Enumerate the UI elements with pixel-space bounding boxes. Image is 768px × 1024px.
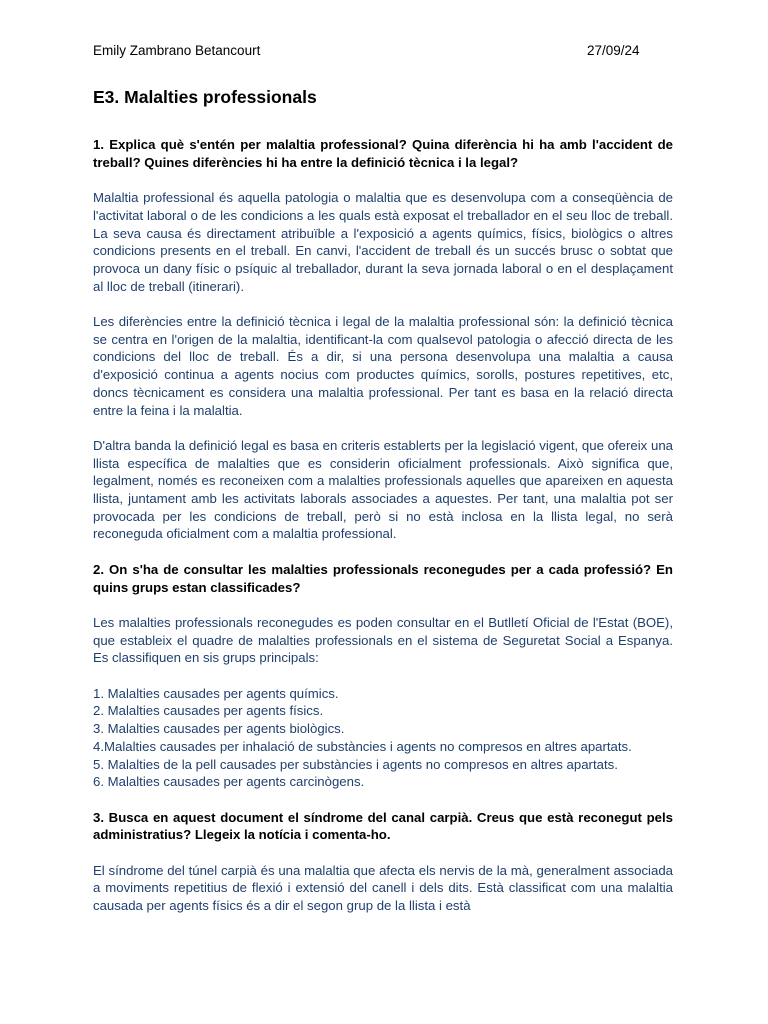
question-3: 3. Busca en aquest document el síndrome del canal carpià. Creus que està reconegut pels administratius? Llegeix la notícia i comenta-ho. [93,809,673,843]
header-date: 27/09/24 [587,43,640,58]
list-item: 1. Malalties causades per agents químics. [93,685,339,701]
document-title: E3. Malalties professionals [93,87,317,107]
answer-1-paragraph-3: D'altra banda la definició legal es basa en criteris establerts per la legislació vigent, que ofereix una llista específica de malalties que es considerin oficialment professionals. Això significa que, legalment, només es reconeixen com a malalties professionals aquelles que apareixen en aquesta llista, juntament amb les activitats laborals associades a aquestes. Per tant, una malaltia pot ser provocada per les condicions de treball, però si no està inclosa en la llista legal, no serà reconeguda oficialment com a malaltia professional. [93,437,673,542]
answer-3-paragraph-1: El síndrome del túnel carpià és una malaltia que afecta els nervis de la mà, generalment associada a moviments repetitius de flexió i extensió del canell i dels dits. Està classificat com una malaltia causada per agents físics és a dir el segon grup de la llista i està [93,862,673,914]
list-item: 2. Malalties causades per agents físics. [93,703,324,719]
answer-1-paragraph-2: Les diferències entre la definició tècnica i legal de la malaltia professional són: la definició tècnica se centra en l'origen de la malaltia, identificant-la com qualsevol patologia o afecció directa de les condicions del lloc de treball. És a dir, si una persona desenvolupa una malaltia a causa d'exposició continua a agents nocius com productes químics, sorolls, postures repetitives, etc, doncs tècnicament es considera una malaltia professional. Per tant es basa en la relació directa entre la feina i la malaltia. [93,314,673,418]
list-item: 6. Malalties causades per agents carcinògens. [93,774,365,790]
document-body [93,136,673,933]
header-author: Emily Zambrano Betancourt [93,43,261,58]
question-1: 1. Explica què s'entén per malaltia professional? Quina diferència hi ha amb l'accident de treball? Quines diferències hi ha entre la definició tècnica i la legal? [93,137,673,170]
question-2: 2. On s'ha de consultar les malalties professionals reconegudes per a cada professió? En quins grups estan classificades? [93,561,673,595]
list-item: 3. Malalties causades per agents biològics. [93,721,345,737]
list-item: 5. Malalties de la pell causades per substàncies i agents no compresos en altres apartats. [93,756,618,772]
list-item: 4.Malalties causades per inhalació de substàncies i agents no compresos en altres apartats. [93,738,632,754]
disease-groups-list [93,685,673,791]
answer-1-paragraph-1: Malaltia professional és aquella patologia o malaltia que es desenvolupa com a conseqüència de l'activitat laboral o de les condicions a les quals està exposat el treballador en el seu lloc de treball. La seva causa és directament atribuïble a l'exposició a agents químics, físics, biològics o altres condicions presents en el treball. En canvi, l'accident de treball és un succés brusc o sobtat que provoca un dany físic o psíquic al treballador, durant la seva jornada laboral o en el desplaçament al lloc de treball (itinerari). [93,190,673,294]
answer-2-paragraph-1: Les malalties professionals reconegudes es poden consultar en el Butlletí Oficial de l'Estat (BOE), que estableix el quadre de malalties professionals en el sistema de Seguretat Social a Espanya. Es classifiquen en sis grups principals: [93,614,673,666]
